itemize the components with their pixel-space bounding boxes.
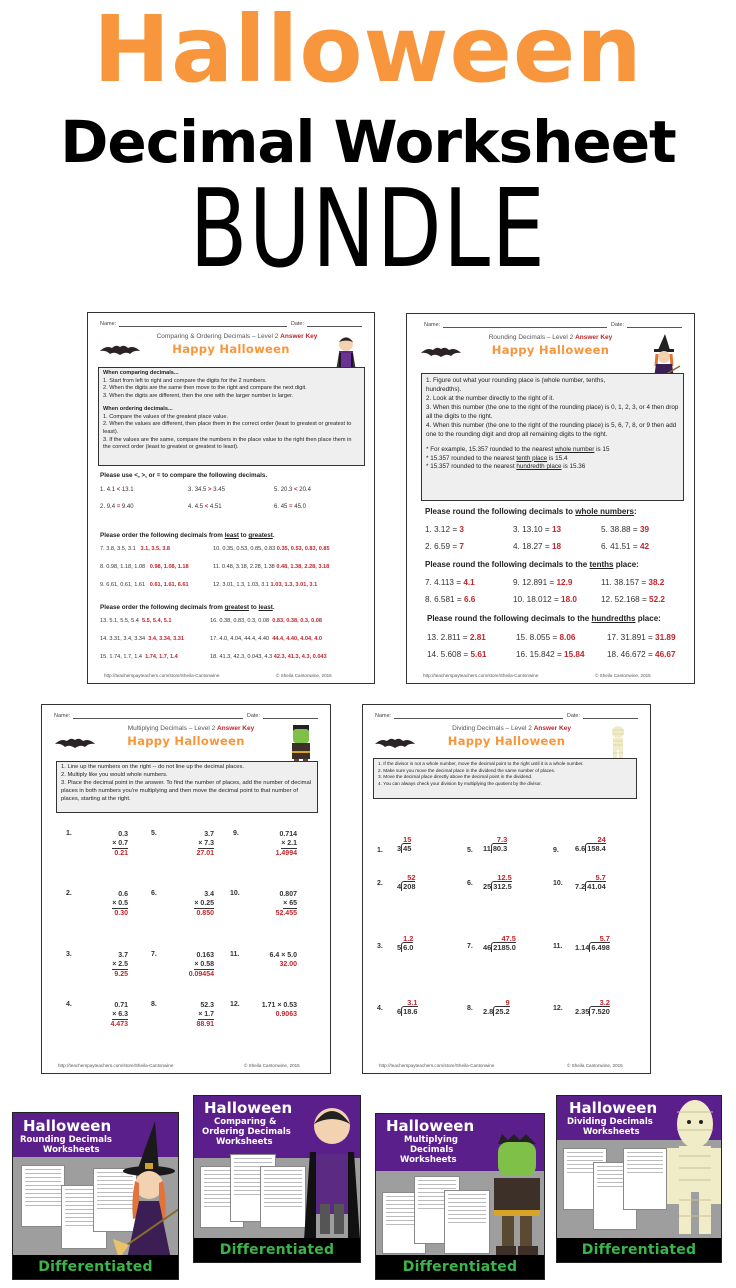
rule-line: 2. Look at the number directly to the right of it. xyxy=(426,394,555,402)
differentiated-badge: Differentiated xyxy=(376,1255,544,1279)
compare-item: 1. 4.1 < 13.1 xyxy=(100,487,134,493)
happy-halloween-heading: Happy Halloween xyxy=(491,343,610,357)
worksheet-multiplying xyxy=(41,704,331,1074)
frankenstein-icon xyxy=(488,1134,545,1258)
bundle-title: Halloween xyxy=(93,0,643,103)
footer-url: http://teacherspayteachers.com/store/Sheila-Cantonwine xyxy=(58,1063,174,1069)
witch-icon xyxy=(113,1121,179,1259)
division-problem: 52 4 208 xyxy=(397,873,416,891)
mini-worksheet xyxy=(260,1166,306,1228)
problem-number: 4. xyxy=(377,1005,383,1012)
vampire-icon xyxy=(302,1104,361,1240)
problem-number: 6. xyxy=(467,880,473,887)
card-title: Halloween xyxy=(204,1099,293,1117)
rules-heading-order: When ordering decimals... xyxy=(103,405,173,412)
rule-line: 3. Place the decimal point in the answer. To find the number of places, add the number of decimal places in both numbers you're multiplying and then move the decimal point to that number of places, starting at the right. xyxy=(61,779,311,802)
division-problem: 5.7 1.14 6.498 xyxy=(575,934,610,952)
date-line xyxy=(583,713,638,719)
card-title: Halloween xyxy=(386,1117,475,1135)
worksheet-title: Multiplying Decimals – Level 2 Answer Key xyxy=(127,725,255,732)
product-card-comparing[interactable] xyxy=(193,1095,361,1263)
round-item: 11. 38.157 = 38.2 xyxy=(601,578,665,587)
division-problem: 47.5 46 2185.0 xyxy=(483,934,516,952)
example-line: * 15.357 rounded to the nearest tenth place is 15.4 xyxy=(426,454,568,462)
mummy-icon xyxy=(609,725,627,759)
round-item: 3. 13.10 = 13 xyxy=(513,525,562,534)
rule-line: 1. Start from left to right and compare the digits for the 2 numbers. xyxy=(103,377,267,384)
name-label: Name: xyxy=(424,322,441,328)
card-line: Worksheets xyxy=(216,1137,273,1147)
product-card-rounding[interactable] xyxy=(12,1112,179,1280)
answer-key-label: Answer Key xyxy=(533,725,571,732)
order-item: 18. 41.3, 42.3, 0.043, 4.3 42.3, 41.3, 4.3, 0.043 xyxy=(210,654,327,660)
rule-line: 3. If the values are the same, compare the numbers in the place value to the right then place them in the correct order (least to greatest or greatest to least). xyxy=(103,436,352,451)
round-item: 4. 18.27 = 18 xyxy=(513,542,562,551)
multiplication-problem: 0.714 × 2.1 1.4994 xyxy=(275,831,297,858)
card-title: Halloween xyxy=(23,1117,112,1135)
footer-url: http://teacherspayteachers.com/store/Sheila-Cantonwine xyxy=(423,673,539,679)
footer-copyright: © Sheila Cantonwine, 2015 xyxy=(567,1063,623,1069)
problem-number: 4. xyxy=(66,1001,72,1008)
round-item: 6. 41.51 = 42 xyxy=(601,542,650,551)
problem-number: 11. xyxy=(553,943,563,950)
rule-line: 1. Figure out what your rounding place is (whole number, tenths, hundredths). xyxy=(426,377,606,393)
round-item: 5. 38.88 = 39 xyxy=(601,525,650,534)
rules-heading-compare: When comparing decimals... xyxy=(103,370,179,376)
name-line xyxy=(119,321,287,327)
round-item: 14. 5.608 = 5.61 xyxy=(427,650,487,659)
product-card-multiplying[interactable] xyxy=(375,1113,545,1280)
problem-number: 3. xyxy=(66,951,72,958)
multiplication-problem: 0.6 × 0.5 0.30 xyxy=(112,891,128,918)
order-item: 9. 6.61, 0.61, 1.61 0.61, 1.61, 6.61 xyxy=(100,582,189,588)
rule-line: 1. If the divisor is not a whole number, move the decimal point to the right until it is a whole number. xyxy=(378,761,584,766)
footer-copyright: © Sheila Cantonwine, 2015 xyxy=(595,673,651,679)
rules-box xyxy=(98,367,365,466)
rule-line: 4. When this number (the one to the right of the rounding place) is 5, 6, 7, 8, or 9 then add one to the rounding digit and drop all remaining digits to the right. xyxy=(426,421,677,438)
round-item: 10. 18.012 = 18.0 xyxy=(513,595,577,604)
card-line: Worksheets xyxy=(400,1155,457,1165)
worksheet-rounding xyxy=(406,313,695,684)
rule-line: 2. When the values are different, then place them in the correct order (least to greatest or greatest to least). xyxy=(103,421,352,436)
compare-item: 6. 45 = 45.0 xyxy=(274,504,306,510)
card-line: Comparing & xyxy=(214,1117,277,1127)
footer-copyright: © Sheila Cantonwine, 2015 xyxy=(276,673,332,679)
worksheet-comparing xyxy=(87,312,375,684)
date-label: Date: xyxy=(290,321,304,327)
problem-number: 5. xyxy=(467,847,473,854)
section-heading: Please round the following decimals to whole numbers: xyxy=(425,507,637,516)
multiplication-problem: 3.7 × 7.3 27.01 xyxy=(196,831,214,858)
worksheet-dividing xyxy=(362,704,651,1074)
problem-number: 9. xyxy=(233,830,239,837)
division-problem: 24 6.6 158.4 xyxy=(575,835,606,853)
name-line xyxy=(443,322,607,328)
name-label: Name: xyxy=(100,321,117,327)
problem-number: 7. xyxy=(467,943,473,950)
mini-worksheet xyxy=(623,1148,667,1210)
differentiated-badge: Differentiated xyxy=(13,1255,178,1279)
bat-icon xyxy=(55,736,95,750)
mummy-icon xyxy=(665,1100,722,1240)
card-title: Halloween xyxy=(569,1099,658,1117)
name-date-row xyxy=(424,322,682,329)
order-item: 15. 1.74, 1.7, 1.4 1.74, 1.7, 1.4 xyxy=(100,654,178,660)
worksheet-title: Rounding Decimals – Level 2 Answer Key xyxy=(488,334,613,341)
compare-item: 3. 34.5 > 3.45 xyxy=(188,487,225,493)
order-item: 17. 4.0, 4.04, 44.4, 4.40 44.4, 4.40, 4.04, 4.0 xyxy=(210,636,322,642)
multiplication-problem: 6.4 × 5.0 32.00 xyxy=(269,952,297,969)
round-item: 7. 4.113 = 4.1 xyxy=(425,578,475,587)
multiplication-problem: 0.807 × 65 52.455 xyxy=(275,891,297,918)
product-card-dividing[interactable] xyxy=(556,1095,722,1263)
problem-number: 8. xyxy=(467,1005,473,1012)
round-item: 18. 46.672 = 46.67 xyxy=(607,650,676,659)
round-item: 16. 15.842 = 15.84 xyxy=(516,650,585,659)
division-problem: 15 3 45 xyxy=(397,835,412,853)
multiplication-problem: 0.163 × 0.58 0.09454 xyxy=(188,952,214,979)
worksheet-title: Dividing Decimals – Level 2 Answer Key xyxy=(452,725,571,732)
rule-line: 1. Line up the numbers on the right -- do not line up the decimal places. xyxy=(61,764,245,770)
card-line: Worksheets xyxy=(43,1145,100,1155)
example-line: * For example, 15.357 rounded to the nearest whole number is 15 xyxy=(426,445,610,453)
round-item: 13. 2.811 = 2.81 xyxy=(427,633,486,642)
problem-number: 2. xyxy=(66,890,72,897)
answer-key-label: Answer Key xyxy=(280,333,318,340)
round-item: 12. 52.168 = 52.2 xyxy=(601,595,665,604)
compare-item: 2. 9.4 = 9.40 xyxy=(100,504,134,510)
problem-number: 5. xyxy=(151,830,157,837)
problem-number: 12. xyxy=(553,1005,563,1012)
section-heading: Please round the following decimals to the tenths place: xyxy=(425,560,639,569)
rule-line: 3. When the digits are different, then the one with the larger number is larger. xyxy=(103,393,294,400)
order-item: 7. 3.8, 3.5, 3.1 3.1, 3.5, 3.8 xyxy=(100,546,170,552)
problem-number: 1. xyxy=(377,847,383,854)
section-heading: Please round the following decimals to the hundredths place: xyxy=(427,614,661,623)
rules-box xyxy=(421,373,684,501)
card-line: Worksheets xyxy=(583,1127,640,1137)
footer-url: http://teacherspayteachers.com/store/Sheila-Cantonwine xyxy=(104,673,220,679)
division-problem: 3.2 2.35 7.520 xyxy=(575,998,610,1016)
name-line xyxy=(394,713,563,719)
mini-worksheet xyxy=(21,1165,65,1227)
date-line xyxy=(307,321,362,327)
date-label: Date: xyxy=(566,713,580,719)
answer-key-label: Answer Key xyxy=(217,725,255,732)
answer-key-label: Answer Key xyxy=(575,334,613,341)
division-problem: 12.5 25 312.5 xyxy=(483,873,512,891)
order-item: 8. 0.98, 1.18, 1.08 0.98, 1.08, 1.18 xyxy=(100,564,189,570)
name-label: Name: xyxy=(375,713,392,719)
worksheet-title: Comparing & Ordering Decimals – Level 2 Answer Key xyxy=(156,333,318,340)
problem-number: 3. xyxy=(377,943,383,950)
card-line: Ordering Decimals xyxy=(202,1127,291,1137)
division-problem: 3.1 6 18.6 xyxy=(397,998,418,1016)
order-item: 12. 3.01, 1.3, 1.03, 3.1 1.03, 1.3, 3.01, 3.1 xyxy=(213,582,318,588)
round-item: 15. 8.055 = 8.06 xyxy=(516,633,576,642)
round-item: 2. 6.59 = 7 xyxy=(425,542,464,551)
section-heading: Please order the following decimals from greatest to least. xyxy=(100,604,275,611)
differentiated-badge: Differentiated xyxy=(557,1238,721,1262)
differentiated-badge: Differentiated xyxy=(194,1238,360,1262)
name-date-row xyxy=(375,713,638,720)
division-problem: 1.2 5 6.0 xyxy=(397,934,414,952)
rule-line: 3. Move the decimal place directly above the decimal point in the dividend. xyxy=(378,774,533,780)
date-label: Date: xyxy=(246,713,260,719)
problem-number: 6. xyxy=(151,890,157,897)
card-line: Rounding Decimals xyxy=(20,1135,112,1145)
name-label: Name: xyxy=(54,713,71,719)
multiplication-problem: 52.3 × 1.7 88.91 xyxy=(196,1002,214,1029)
card-line: Dividing Decimals xyxy=(567,1117,653,1127)
mini-worksheet xyxy=(444,1190,490,1254)
multiplication-problem: 1.71 × 0.53 0.9063 xyxy=(261,1002,297,1019)
footer-copyright: © Sheila Cantonwine, 2015 xyxy=(244,1063,300,1069)
problem-number: 11. xyxy=(230,951,240,958)
name-date-row xyxy=(100,321,362,328)
problem-number: 9. xyxy=(553,847,559,854)
problem-number: 8. xyxy=(151,1001,157,1008)
multiplication-problem: 0.71 × 6.3 4.473 xyxy=(110,1002,128,1029)
multiplication-problem: 3.7 × 2.5 9.25 xyxy=(112,952,128,979)
rule-line: 1. Compare the values of the greatest place value. xyxy=(103,413,229,420)
multiplication-problem: 0.3 × 0.7 0.21 xyxy=(112,831,128,858)
order-item: 16. 0.38, 0.83, 0.3, 0.08 0.83, 0.38, 0.3, 0.08 xyxy=(210,618,322,624)
rules-box xyxy=(56,761,318,813)
happy-halloween-heading: Happy Halloween xyxy=(447,734,566,748)
bat-icon xyxy=(421,345,461,359)
card-line: Multiplying xyxy=(404,1135,458,1145)
name-date-row xyxy=(54,713,318,720)
problem-number: 10. xyxy=(553,880,563,887)
rule-line: 3. When this number (the one to the right of the rounding place) is 0, 1, 2, 3, or 4 then drop all the digits to the right. xyxy=(426,403,679,420)
bundle-subtitle: Decimal Worksheet xyxy=(60,108,676,176)
rule-line: 2. When the digits are the same then move to the right and compare the next digit. xyxy=(103,385,307,392)
order-item: 14. 3.31, 3.4, 3.34 3.4, 3.34, 3.31 xyxy=(100,636,184,642)
problem-number: 2. xyxy=(377,880,383,887)
compare-item: 5. 20.3 < 20.4 xyxy=(274,487,311,493)
date-label: Date: xyxy=(610,322,624,328)
problem-number: 12. xyxy=(230,1001,240,1008)
bat-icon xyxy=(375,736,415,750)
round-item: 17. 31.891 = 31.89 xyxy=(607,633,676,642)
round-item: 9. 12.891 = 12.9 xyxy=(513,578,573,587)
card-line: Decimals xyxy=(410,1145,454,1155)
multiplication-problem: 3.4 × 0.25 0.850 xyxy=(194,891,214,918)
problem-number: 7. xyxy=(151,951,157,958)
bundle-label: BUNDLE xyxy=(189,167,547,292)
happy-halloween-heading: Happy Halloween xyxy=(172,342,290,356)
date-line xyxy=(627,322,682,328)
rule-line: 4. You can always check your division by multiplying the quotient by the divisor. xyxy=(378,781,542,787)
order-item: 11. 0.48, 3.18, 2.28, 1.38 0.48, 1.38, 2.28, 3.18 xyxy=(213,564,330,570)
bat-icon xyxy=(100,343,140,357)
division-problem: 7.3 11 80.3 xyxy=(483,835,508,853)
problem-number: 10. xyxy=(230,890,240,897)
happy-halloween-heading: Happy Halloween xyxy=(127,734,245,748)
rules-box xyxy=(373,758,637,799)
division-problem: 9 2.8 25.2 xyxy=(483,998,510,1016)
section-heading: Please order the following decimals from least to greatest. xyxy=(100,532,275,539)
order-item: 13. 5.1, 5.5, 5.4 5.5, 5.4, 5.1 xyxy=(100,618,172,624)
round-item: 1. 3.12 = 3 xyxy=(425,525,464,534)
compare-item: 4. 4.5 < 4.51 xyxy=(188,504,222,510)
rule-line: 2. Multiply like you would whole numbers. xyxy=(61,771,168,778)
order-item: 10. 0.35, 0.53, 0.85, 0.83 0.35, 0.53, 0.83, 0.85 xyxy=(213,546,330,552)
name-line xyxy=(73,713,243,719)
section-heading: Please use <, >, or = to compare the following decimals. xyxy=(100,472,268,479)
date-line xyxy=(263,713,318,719)
rule-line: 2. Make sure you move the decimal place in the dividend the same number of places. xyxy=(378,767,556,773)
example-line: * 15.357 rounded to the nearest hundredth place is 15.36 xyxy=(426,463,586,471)
footer-url: http://teacherspayteachers.com/store/Sheila-Cantonwine xyxy=(379,1063,495,1069)
round-item: 8. 6.581 = 6.6 xyxy=(425,595,476,604)
division-problem: 5.7 7.2 41.04 xyxy=(575,873,606,891)
problem-number: 1. xyxy=(66,830,72,837)
